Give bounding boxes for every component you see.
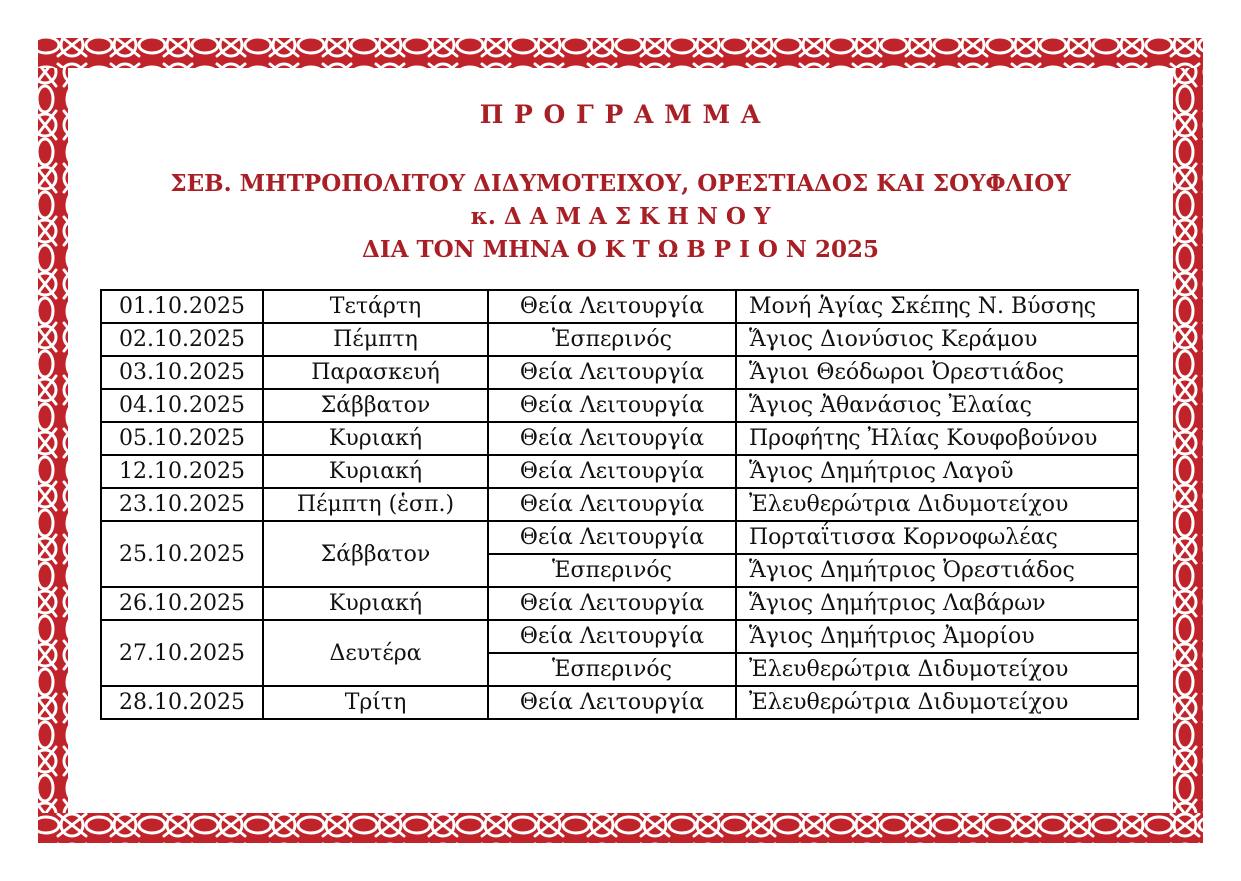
day-cell: Παρασκευή [263, 356, 488, 389]
day-cell: Δευτέρα [263, 620, 488, 686]
location-cell: Ἐλευθερώτρια Διδυμοτείχου [736, 488, 1138, 521]
day-cell: Σάββατον [263, 389, 488, 422]
table-row [101, 686, 1138, 719]
header-month-line: ΔΙΑ ΤΟΝ ΜΗΝΑ Ο Κ Τ Ω Β Ρ Ι Ο Ν 2025 [362, 236, 879, 263]
service-cell: Θεία Λειτουργία [488, 422, 736, 455]
service-cell: Θεία Λειτουργία [488, 620, 736, 653]
table-row [101, 356, 1138, 389]
table-row [101, 323, 1138, 356]
service-cell: Θεία Λειτουργία [488, 587, 736, 620]
table-row [101, 290, 1138, 323]
date-cell: 27.10.2025 [101, 620, 263, 686]
date-cell: 25.10.2025 [101, 521, 263, 587]
service-cell: Θεία Λειτουργία [488, 521, 736, 554]
location-cell: Ἐλευθερώτρια Διδυμοτείχου [736, 653, 1138, 686]
day-cell: Τετάρτη [263, 290, 488, 323]
service-cell: Θεία Λειτουργία [488, 488, 736, 521]
service-cell: Ἑσπερινός [488, 554, 736, 587]
day-cell: Πέμπτη [263, 323, 488, 356]
service-cell: Θεία Λειτουργία [488, 290, 736, 323]
service-cell: Θεία Λειτουργία [488, 455, 736, 488]
location-cell: Ἅγιος Ἀθανάσιος Ἐλαίας [736, 389, 1138, 422]
table-row [101, 389, 1138, 422]
day-cell: Κυριακή [263, 587, 488, 620]
table-row [101, 587, 1138, 620]
location-cell: Προφήτης Ἠλίας Κουφοβούνου [736, 422, 1138, 455]
day-cell: Σάββατον [263, 521, 488, 587]
header-metropolitan-line: ΣΕΒ. ΜΗΤΡΟΠΟΛΙΤΟΥ ΔΙΔΥΜΟΤΕΙΧΟΥ, ΟΡΕΣΤΙΑΔΟΣ ΚΑΙ ΣΟΥΦΛΙΟΥ [170, 170, 1071, 197]
date-cell: 28.10.2025 [101, 686, 263, 719]
table-row [101, 521, 1138, 554]
day-cell: Τρίτη [263, 686, 488, 719]
location-cell: Μονή Ἁγίας Σκέπης Ν. Βύσσης [736, 290, 1138, 323]
table-row [101, 488, 1138, 521]
date-cell: 04.10.2025 [101, 389, 263, 422]
schedule-table [100, 289, 1139, 720]
date-cell: 03.10.2025 [101, 356, 263, 389]
location-cell: Ἅγιος Διονύσιος Κεράμου [736, 323, 1138, 356]
service-cell: Ἑσπερινός [488, 323, 736, 356]
service-cell: Θεία Λειτουργία [488, 686, 736, 719]
location-cell: Ἅγιος Δημήτριος Ἀμορίου [736, 620, 1138, 653]
location-cell: Ἅγιος Δημήτριος Λαγοῦ [736, 455, 1138, 488]
date-cell: 05.10.2025 [101, 422, 263, 455]
date-cell: 23.10.2025 [101, 488, 263, 521]
table-row [101, 620, 1138, 653]
date-cell: 01.10.2025 [101, 290, 263, 323]
location-cell: Πορταΐτισσα Κορνοφωλέας [736, 521, 1138, 554]
day-cell: Κυριακή [263, 455, 488, 488]
location-cell: Ἐλευθερώτρια Διδυμοτείχου [736, 686, 1138, 719]
header-name-line: κ. Δ Α Μ Α Σ Κ Η Ν Ο Υ [470, 203, 771, 230]
date-cell: 12.10.2025 [101, 455, 263, 488]
day-cell: Κυριακή [263, 422, 488, 455]
service-cell: Ἑσπερινός [488, 653, 736, 686]
day-cell: Πέμπτη (ἑσπ.) [263, 488, 488, 521]
location-cell: Ἅγιοι Θεόδωροι Ὀρεστιάδος [736, 356, 1138, 389]
date-cell: 02.10.2025 [101, 323, 263, 356]
location-cell: Ἅγιος Δημήτριος Λαβάρων [736, 587, 1138, 620]
page-title: Π Ρ Ο Γ Ρ Α Μ Μ Α [479, 100, 762, 129]
service-cell: Θεία Λειτουργία [488, 356, 736, 389]
date-cell: 26.10.2025 [101, 587, 263, 620]
service-cell: Θεία Λειτουργία [488, 389, 736, 422]
location-cell: Ἅγιος Δημήτριος Ὀρεστιάδος [736, 554, 1138, 587]
table-row [101, 422, 1138, 455]
header [68, 100, 1173, 266]
table-row [101, 455, 1138, 488]
